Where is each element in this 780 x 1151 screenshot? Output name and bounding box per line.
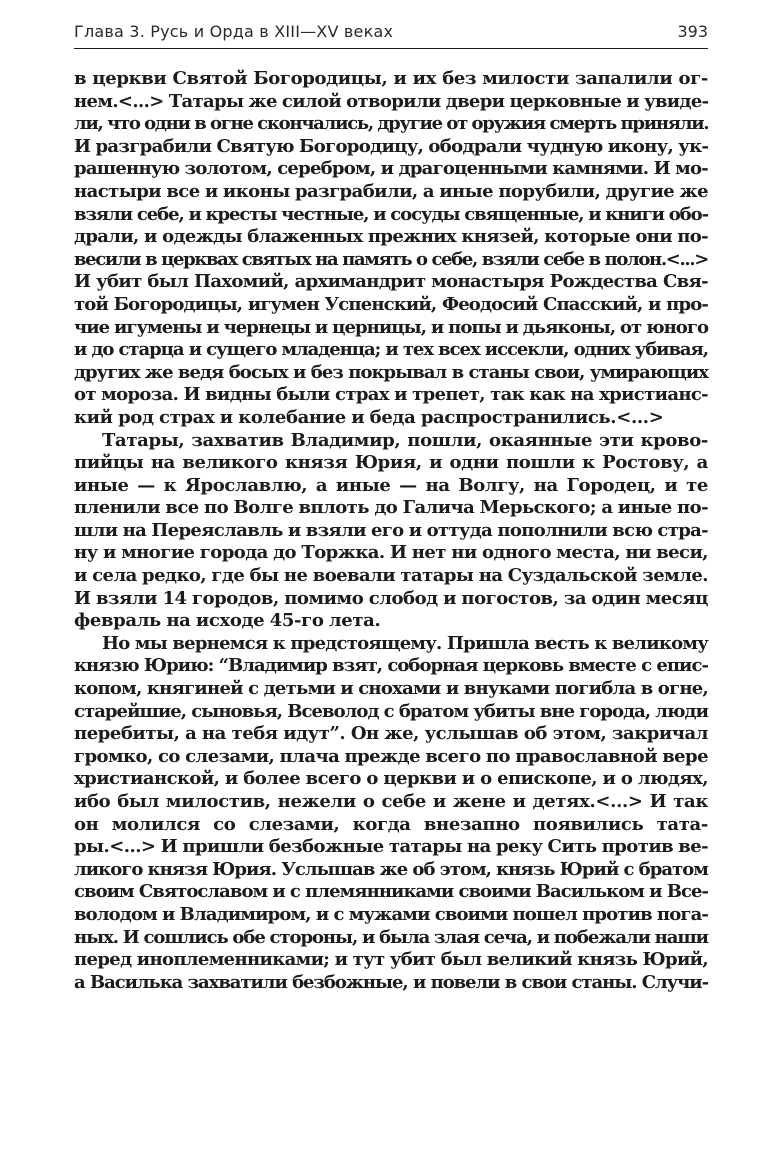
text-line: драли, и одежды блаженных прежних князей, которые они по- (74, 226, 708, 248)
text-line: перед иноплеменниками; и тут убит был великий князь Юрий, (74, 949, 708, 971)
text-line: христианской, и более всего о церкви и о епископе, и о людях, (74, 768, 708, 790)
paragraph-first-line: Но мы вернемся к предстоящему. Пришла весть к великому (102, 632, 708, 654)
text-line: пийцы на великого князя Юрия, и одни пошли к Ростову, а (74, 452, 708, 474)
paragraph-first-line: Татары, захватив Владимир, пошли, окаянные эти крово- (102, 429, 708, 451)
text-line: чие игумены и чернецы и церницы, и попы и дьяконы, от юного (74, 316, 708, 338)
text-line: ры.<...> И пришли безбожные татары на реку Сить против ве- (74, 836, 709, 858)
text-line: пленили все по Волге вплоть до Галича Мерьского; а иные по- (74, 497, 708, 519)
text-line: И взяли 14 городов, помимо слобод и погостов, за один месяц (74, 587, 708, 609)
text-line: старейшие, сыновья, Всеволод с братом убиты вне города, люди (74, 700, 708, 722)
text-line: в церкви Святой Богородицы, и их без милости запалили ог- (74, 68, 708, 89)
text-line: И разграбили Святую Богородицу, ободрали чудную икону, ук- (74, 135, 709, 157)
text-line: ибо был милостив, нежели о себе и жене и детях.<...> И так (74, 791, 708, 812)
running-header (74, 20, 708, 46)
text-line: и до старца и сущего младенца; и тех всех иссекли, одних убивая, (74, 339, 708, 361)
text-line: весили в церквах святых на память о себе, взяли себе в полон.<...> (74, 248, 708, 270)
chapter-title: Глава 3. Русь и Орда в XIII—XV веках (74, 22, 394, 41)
page-number: 393 (677, 22, 708, 41)
text-line: от мороза. И видны были страх и трепет, так как на христианс- (74, 384, 708, 406)
text-line: шли на Переяславль и взяли его и оттуда пополнили всю стра- (74, 519, 708, 541)
text-line: ли, что одни в огне скончались, другие от оружия смерть приняли. (74, 113, 709, 135)
text-line: володом и Владимиром, и с мужами своими пошел против пога- (74, 903, 708, 925)
text-line: других же ведя босых и без покрывал в станы свои, умирающих (74, 361, 708, 383)
text-line: своим Святославом и с племянниками своими Васильком и Все- (74, 881, 708, 903)
text-line: и села редко, где бы не воевали татары на Суздальской земле. (74, 565, 708, 587)
text-line: нем.<...> Татары же силой отворили двери церковные и увиде- (74, 90, 709, 112)
text-line: февраль на исходе 45-го лета. (74, 610, 381, 632)
text-line: громко, со слезами, плача прежде всего по православной вере (74, 745, 708, 767)
text-line: взяли себе, и кресты честные, и сосуды священные, и книги обо- (74, 203, 708, 225)
text-line: иные — к Ярославлю, а иные — на Волгу, на Городец, и те (74, 474, 708, 496)
text-line: ных. И сошлись обе стороны, и была злая сеча, и побежали наши (74, 926, 708, 948)
text-line: И убит был Пахомий, архимандрит монастыря Рождества Свя- (74, 271, 708, 293)
text-line: ликого князя Юрия. Услышав же об этом, князь Юрий с братом (74, 858, 708, 880)
text-line: перебиты, а на тебя идут”. Он же, услышав об этом, закричал (74, 723, 708, 745)
body-text (74, 68, 708, 994)
text-line: копом, княгиней с детьми и снохами и внуками погибла в огне, (74, 678, 708, 700)
text-line: а Василька захватили безбожные, и повели в свои станы. Случи- (74, 971, 708, 993)
text-line: той Богородицы, игумен Успенский, Феодосий Спасский, и про- (74, 293, 708, 315)
header-rule (74, 48, 708, 49)
text-line: ну и многие города до Торжка. И нет ни одного места, ни веси, (74, 542, 708, 564)
text-line: кий род страх и колебание и беда распространились.<...> (74, 406, 664, 428)
text-line: он молился со слезами, когда внезапно появились тата- (74, 813, 708, 835)
text-line: рашенную золотом, серебром, и драгоценными камнями. И мо- (74, 158, 708, 180)
text-line: настыри все и иконы разграбили, а иные порубили, другие же (74, 180, 708, 202)
text-line: князю Юрию: “Владимир взят, соборная церковь вместе с епис- (74, 655, 708, 677)
